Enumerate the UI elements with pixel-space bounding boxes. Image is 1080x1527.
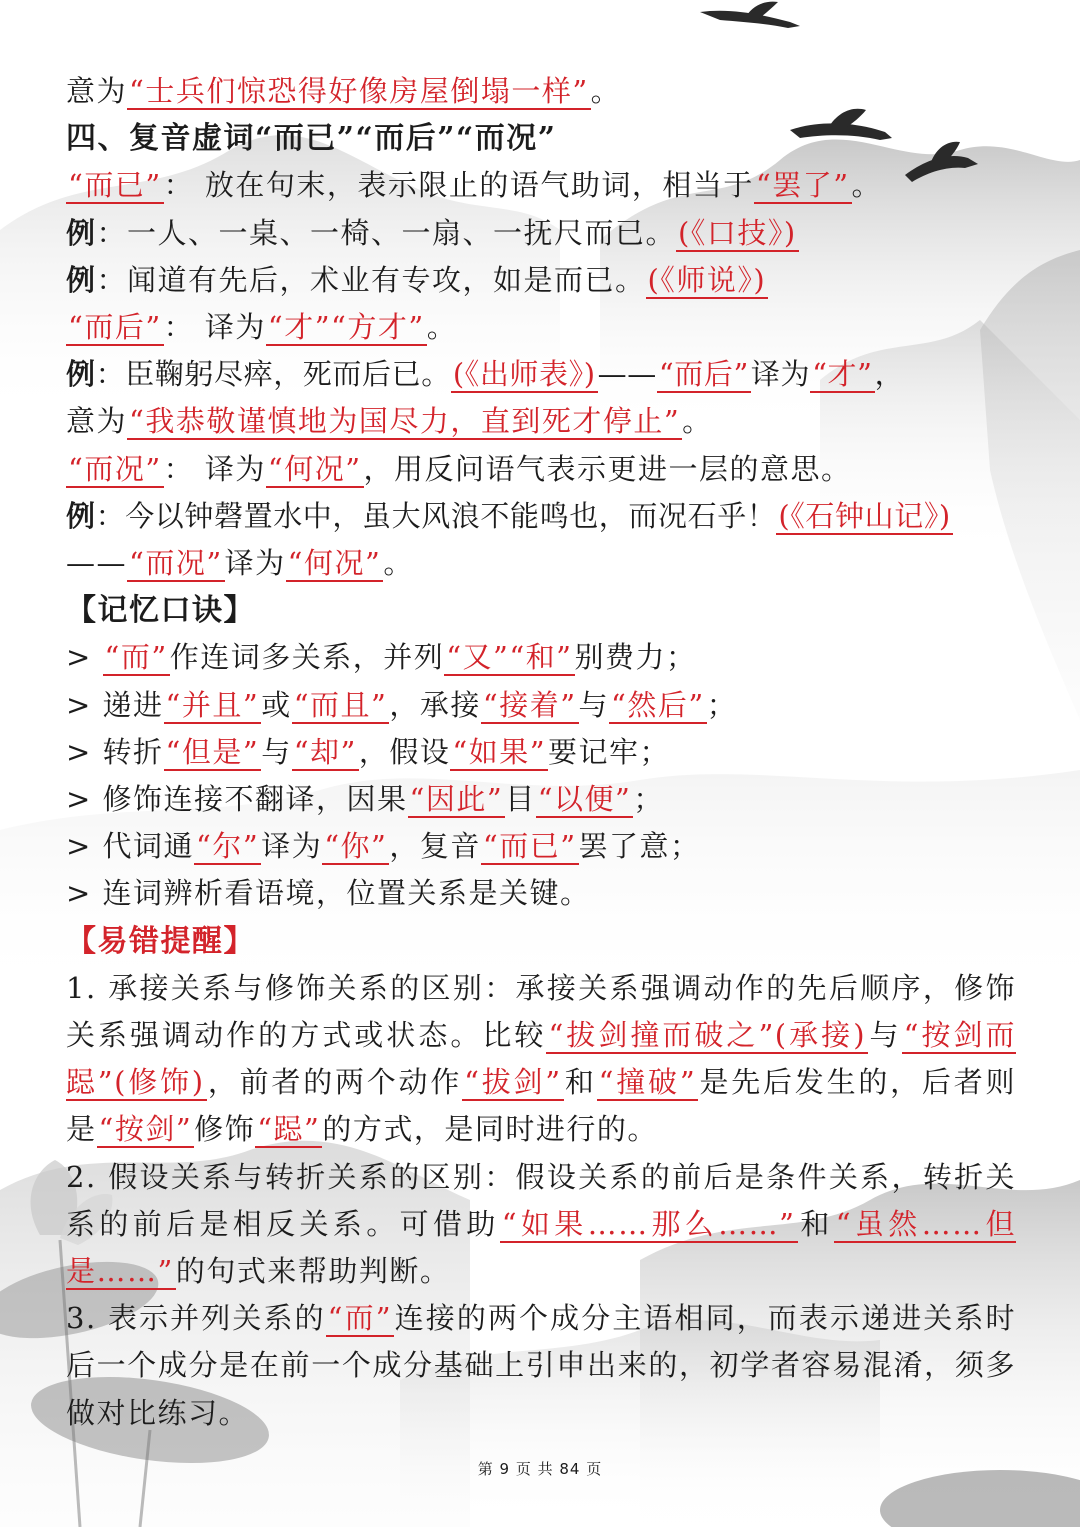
line-text: 要记牢； — [548, 734, 671, 769]
text-line — [66, 540, 1016, 587]
line-text: ，复音 — [389, 829, 481, 864]
mnemonic-line — [66, 776, 1016, 823]
answer-fill: “却” — [293, 734, 357, 769]
para-text: 1. 承接关系与修饰关系的区别：承接关系强调动作的先后顺序，修饰关系强调动作的方式或状态。比较 — [66, 970, 1016, 1053]
answer-fill: (《师说》) — [647, 262, 767, 297]
mnemonic-line — [66, 634, 1016, 681]
answer-fill: “士兵们惊恐得好像房屋倒塌一样” — [129, 74, 589, 108]
line-text: 与 — [261, 734, 292, 769]
example-label: 例 — [66, 262, 97, 297]
text-line — [66, 68, 1016, 115]
line-text: ，承接 — [389, 687, 481, 722]
line-text: ， — [874, 357, 905, 392]
answer-fill: “又”“和” — [446, 640, 573, 675]
answer-fill: “然后” — [611, 687, 705, 722]
example-line — [66, 351, 1016, 398]
answer-fill: “你” — [324, 829, 388, 864]
para-text: 的句式来帮助判断。 — [175, 1254, 451, 1289]
line-text: 。 — [851, 168, 883, 203]
example-line — [66, 257, 1016, 304]
answer-fill: “按剑而跽”(修饰) — [66, 1018, 1016, 1100]
answer-fill: “跽” — [257, 1112, 321, 1147]
para-text: ，前者的两个动作 — [206, 1065, 463, 1100]
example-label: 例 — [66, 357, 96, 392]
para-text: 的方式，是同时进行的。 — [322, 1112, 658, 1147]
crane-bird — [700, 2, 800, 28]
answer-fill: (《石钟山记》) — [778, 498, 951, 533]
line-text: 意为 — [66, 74, 128, 108]
line-text: ； — [706, 687, 738, 722]
answer-fill: “而” — [104, 640, 168, 675]
answer-fill: “尔” — [196, 829, 260, 864]
answer-fill: (《出师表》) — [452, 357, 596, 392]
text-line — [66, 304, 1016, 351]
tip-paragraph — [66, 965, 1016, 1154]
example-line — [66, 493, 1016, 540]
line-text: > 转折 — [66, 734, 164, 769]
answer-fill: “而” — [327, 1301, 393, 1336]
line-text: ： 译为 — [163, 310, 266, 345]
answer-fill: “而况” — [129, 546, 223, 581]
answer-fill: “而已” — [68, 168, 162, 203]
answer-fill: “才”“方才” — [267, 310, 425, 345]
section-heading: 四、复音虚词“而已”“而后”“而况” — [66, 121, 557, 157]
answer-fill: “如果” — [452, 734, 547, 769]
answer-fill: “按剑” — [98, 1112, 193, 1147]
line-text: —— — [597, 357, 657, 392]
line-text: 罢了意； — [578, 829, 701, 864]
line-text: 。 — [383, 546, 414, 581]
answer-fill: “而后” — [658, 357, 749, 392]
answer-fill: “而已” — [482, 829, 577, 864]
tip-paragraph — [66, 1154, 1016, 1296]
line-text: ，假设 — [358, 734, 451, 769]
mnemonic-heading: 【记忆口诀】 — [66, 593, 255, 629]
line-text: 意为 — [66, 404, 128, 439]
answer-fill: “我恭敬谨慎地为国尽力，直到死才停止” — [129, 404, 681, 439]
text-line — [66, 446, 1016, 493]
example-label: 例 — [66, 498, 96, 533]
line-text: ：今以钟磬置水中，虽大风浪不能鸣也，而况石乎！ — [95, 498, 777, 533]
answer-fill: “何况” — [287, 546, 382, 581]
line-text: 。 — [590, 74, 622, 108]
example-line — [66, 210, 1016, 257]
mnemonic-line — [66, 729, 1016, 776]
line-text: 。 — [426, 310, 458, 345]
para-text: 和 — [797, 1206, 834, 1241]
answer-fill: “并且” — [165, 687, 260, 722]
answer-fill: “而后” — [68, 310, 162, 345]
answer-fill: “拔剑撞而破之”(承接) — [548, 1018, 867, 1053]
text-line — [66, 162, 1016, 209]
line-text: ： 放在句末，表示限止的语气助词，相当于 — [163, 168, 754, 203]
text-line — [66, 398, 1016, 445]
answer-fill: “而且” — [293, 687, 388, 722]
answer-fill: “何况” — [267, 451, 362, 486]
para-text: 2. 假设关系与转折关系的区别：假设关系的前后是条件关系，转折关系的前后是相反关系。可借助 — [66, 1159, 1016, 1241]
answer-fill: “但是” — [165, 734, 260, 769]
line-text: 目 — [505, 782, 536, 817]
line-text: 。 — [682, 404, 713, 439]
para-text: 修饰 — [194, 1112, 256, 1147]
page-content — [66, 68, 1016, 1437]
page-number: 第 9 页 共 84 页 — [477, 1460, 603, 1478]
line-text: ： 译为 — [163, 451, 266, 486]
para-text: 和 — [563, 1065, 597, 1100]
para-text: 连接的两个成分主语相同，而表示递进关系时后一个成分是在前一个成分基础上引申出来的，初学者容易混淆，须多做对比练习。 — [66, 1301, 1016, 1430]
para-text: 3. 表示并列关系的 — [66, 1301, 326, 1336]
answer-fill: “才” — [812, 357, 873, 392]
tip-paragraph — [66, 1295, 1016, 1437]
line-text: 与 — [578, 687, 610, 722]
answer-fill: “以便” — [537, 782, 632, 817]
line-text: 或 — [261, 687, 292, 722]
mnemonic-line — [66, 870, 1016, 917]
para-text: 是先后发生的，后者则是 — [66, 1065, 1016, 1147]
answer-fill: “接着” — [482, 687, 577, 722]
line-text: 译为 — [261, 829, 323, 864]
answer-fill: “如果……那么……” — [501, 1206, 796, 1241]
line-text: ； — [633, 782, 664, 817]
line-text: 译为 — [750, 357, 811, 392]
warning-heading: 【易错提醒】 — [66, 923, 255, 959]
answer-fill: “因此” — [409, 782, 504, 817]
answer-fill: “拔剑” — [464, 1065, 562, 1100]
line-text: > 代词通 — [66, 829, 195, 864]
line-text: ：闻道有先后，术业有专攻，如是而已。 — [96, 262, 646, 297]
line-text: 作连词多关系，并列 — [169, 640, 445, 675]
mnemonic-line — [66, 682, 1016, 729]
line-text: ：一人、一桌、一椅、一扇、一抚尺而已。 — [96, 215, 677, 250]
answer-fill: “而况” — [68, 451, 162, 486]
line-text: 别费力； — [574, 640, 697, 675]
line-text: —— — [66, 546, 127, 581]
answer-fill: “罢了” — [755, 168, 850, 203]
para-text: 与 — [868, 1018, 902, 1053]
answer-fill: “撞破” — [598, 1065, 697, 1100]
line-text: ：臣鞠躬尽瘁，死而后已。 — [95, 357, 451, 392]
line-text: > — [66, 640, 103, 675]
example-label: 例 — [66, 215, 97, 250]
answer-fill: (《口技》) — [678, 215, 797, 250]
line-text: > 修饰连接不翻译，因果 — [66, 782, 408, 817]
mnemonic-line — [66, 823, 1016, 870]
line-text: > 递进 — [66, 687, 164, 722]
answer-fill: “虽然……但是……” — [66, 1206, 1016, 1289]
line-text: ，用反问语气表示更进一层的意思。 — [363, 451, 852, 486]
line-text: 译为 — [224, 546, 286, 581]
line-text: > 连词辨析看语境，位置关系是关键。 — [66, 876, 591, 911]
